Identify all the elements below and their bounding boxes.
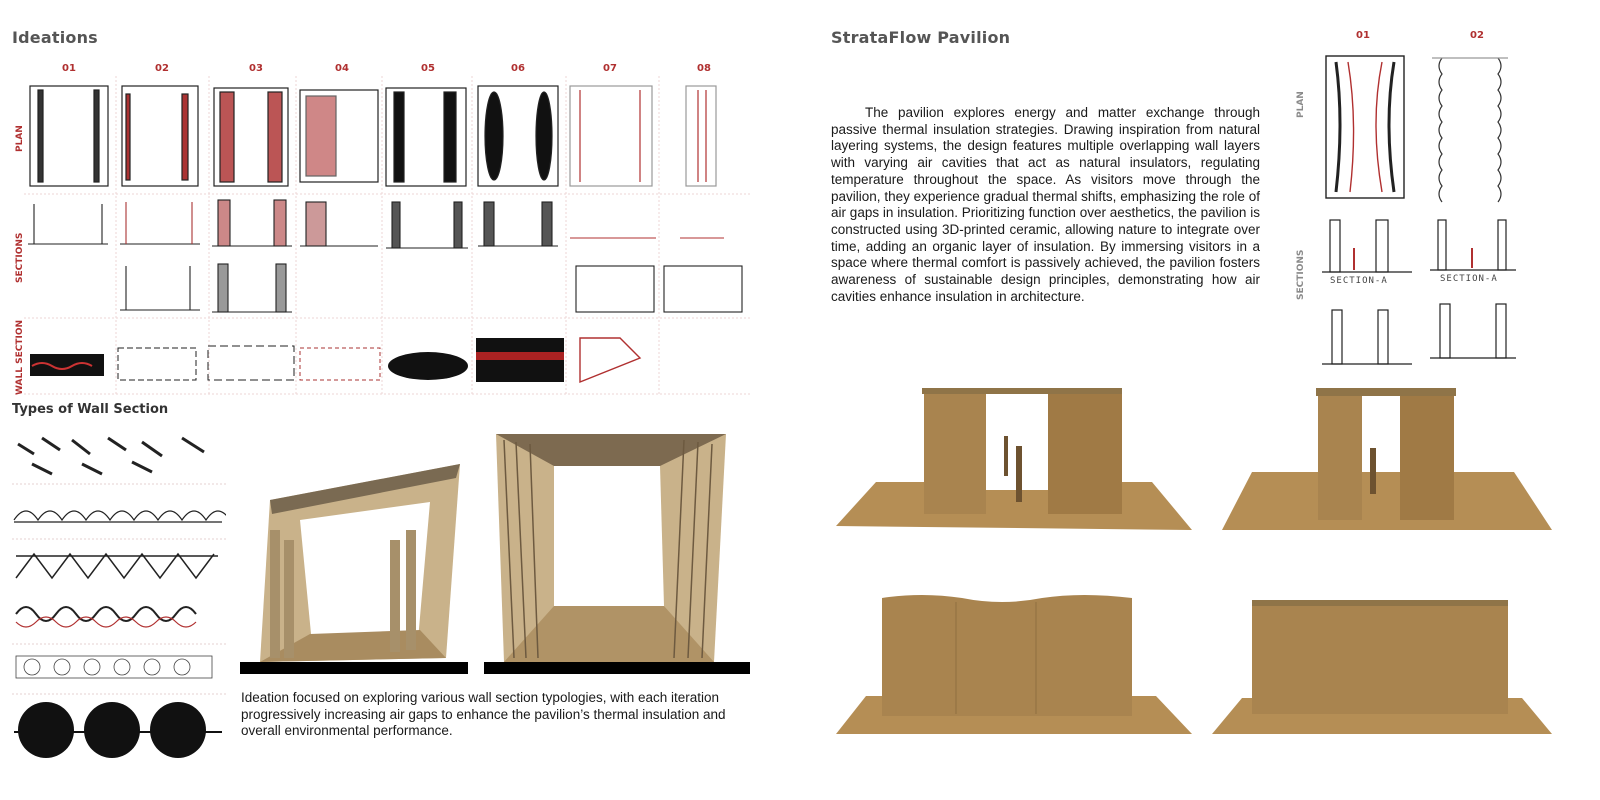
section-label-2: SECTION-A xyxy=(1440,274,1498,284)
column-number: 07 xyxy=(603,63,617,74)
pavilion-description: The pavilion explores energy and matter exchange through passive thermal insulation strategies. Drawing inspiration from natural layering systems, the design features multiple overlapping wall layers with varying air cavities that act as natural insulators, regulating temperature throughout the space. As visitors move through the pavilion, they experience gradual thermal shifts, emphasizing the role of air gaps in insulation. Prioritizing function over aesthetics, the pavilion is constructed using 3D-printed ceramic, allowing nature to integrate over time, adding an organic layer of insulation. By immersing visitors in a space where thermal comfort is passively achieved, the pavilion fosters awareness of sustainable design principles, demonstrating how air cavities enhance insulation in architecture. xyxy=(831,105,1260,304)
ideations-title: Ideations xyxy=(12,28,98,47)
pavilion-section-02 xyxy=(1430,220,1516,270)
column-number: 06 xyxy=(511,63,525,74)
plan-sketch-02 xyxy=(122,86,198,186)
wall-type-5 xyxy=(16,656,212,678)
pavilion-sketches xyxy=(1318,52,1530,368)
model-photo-front xyxy=(484,430,750,674)
pavilion-plan-02 xyxy=(1432,58,1508,202)
model-photo-elevation-1 xyxy=(836,386,1196,536)
wall-type-6 xyxy=(14,702,222,758)
plan-sketch-04 xyxy=(300,90,378,182)
sketch-row-label-sections: SECTIONS xyxy=(1296,249,1306,300)
model-photo-elevation-3 xyxy=(836,588,1196,738)
wall-section-types xyxy=(12,424,226,766)
section-sketches-lower xyxy=(120,264,742,312)
plan-sketch-08 xyxy=(686,86,716,186)
model-photo-elevation-4 xyxy=(1212,588,1558,738)
wall-type-2 xyxy=(14,511,226,522)
plan-sketch-06 xyxy=(478,86,558,186)
plan-sketch-03 xyxy=(214,88,288,186)
wall-type-4 xyxy=(16,607,196,627)
column-number: 03 xyxy=(249,63,263,74)
column-number: 01 xyxy=(62,63,76,74)
row-label-sections: SECTIONS xyxy=(15,232,25,283)
pavilion-section-01 xyxy=(1322,220,1412,272)
row-label-wall-section: WALL SECTION xyxy=(15,320,25,395)
ideation-sketch-grid xyxy=(24,76,752,396)
sketch-column-number: 02 xyxy=(1470,30,1484,41)
sketch-column-number: 01 xyxy=(1356,30,1370,41)
section-sketches-upper xyxy=(28,200,724,248)
plan-sketch-05 xyxy=(386,88,466,186)
plan-sketch-01 xyxy=(30,86,108,186)
plan-sketch-07 xyxy=(570,86,652,186)
column-number: 04 xyxy=(335,63,349,74)
pavilion-plan-01 xyxy=(1326,56,1404,198)
wall-section-sketches xyxy=(30,338,640,382)
ideation-caption: Ideation focused on exploring various wall section typologies, with each iteration progressively increasing air gaps to enhance the pavilion’s thermal insulation and overall environmental performance. xyxy=(241,690,726,738)
wall-type-1 xyxy=(18,438,204,474)
sketch-row-label-plan: PLAN xyxy=(1296,91,1306,118)
column-number: 02 xyxy=(155,63,169,74)
pavilion-section-03 xyxy=(1322,304,1516,364)
model-photo-elevation-2 xyxy=(1222,386,1556,536)
column-number: 08 xyxy=(697,63,711,74)
pavilion-title: StrataFlow Pavilion xyxy=(831,28,1011,47)
column-number: 05 xyxy=(421,63,435,74)
types-of-wall-section-title: Types of Wall Section xyxy=(12,402,169,417)
wall-type-3 xyxy=(16,554,218,578)
section-label-1: SECTION-A xyxy=(1330,276,1388,286)
model-photo-perspective xyxy=(240,430,472,674)
row-label-plan: PLAN xyxy=(15,125,25,152)
